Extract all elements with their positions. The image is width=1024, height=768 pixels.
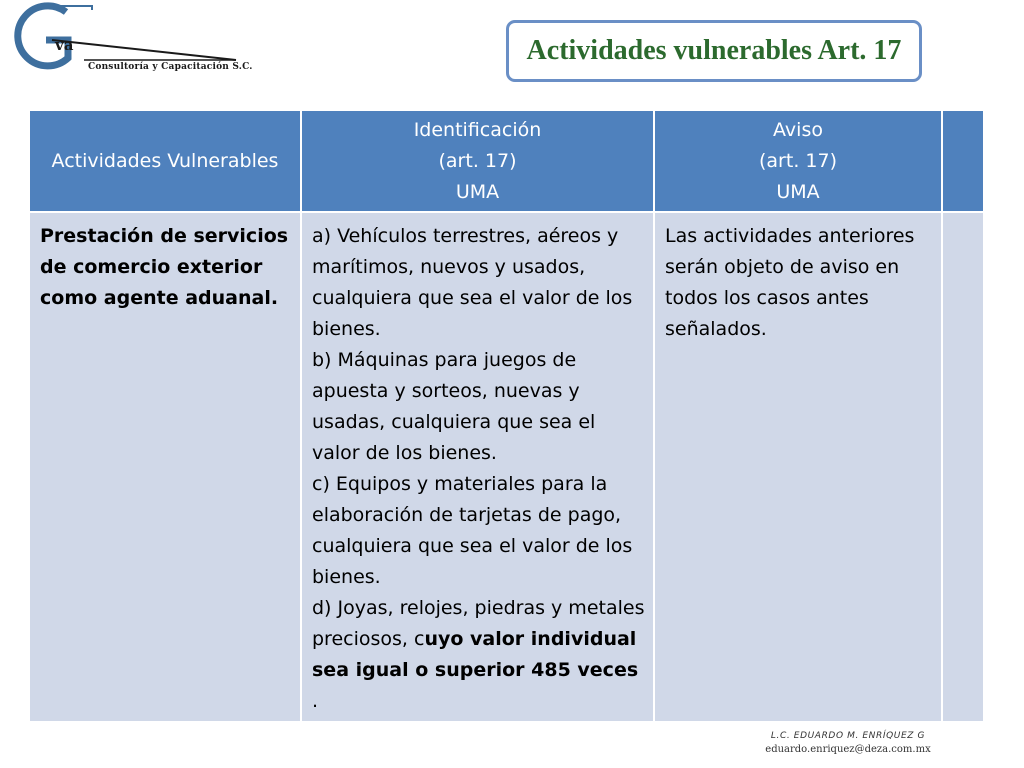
footer-author: L.C. EDUARDO M. ENRÍQUEZ G xyxy=(770,731,926,741)
header-identification-line: (art. 17) xyxy=(438,149,517,172)
activities-table xyxy=(28,109,985,723)
header-notice-line: UMA xyxy=(776,180,820,203)
identification-item-d-start: d) Joyas, relojes, piedras y metales preciosos, c xyxy=(312,597,645,650)
header-notice-line: (art. 17) xyxy=(759,149,837,172)
title-box xyxy=(506,20,922,82)
cell-identification xyxy=(302,213,653,721)
company-logo xyxy=(4,2,253,82)
page-title: Actividades vulnerables Art. 17 xyxy=(526,35,902,66)
cell-empty xyxy=(943,213,983,721)
header-identification-line: UMA xyxy=(455,180,500,203)
identification-item-d xyxy=(312,593,647,717)
header-empty xyxy=(943,111,983,211)
header-identification-line: Identificación xyxy=(413,118,542,141)
header-activities: Actividades Vulnerables xyxy=(30,111,300,211)
header-notice xyxy=(655,111,941,211)
identification-item-c: c) Equipos y materiales para la elaboración de tarjetas de pago, cualquiera que sea el valor de los bienes. xyxy=(312,473,633,588)
identification-item-d-end: . xyxy=(312,690,319,712)
footer xyxy=(738,731,958,755)
identification-item-d-bold: uyo valor individual sea igual o superior 485 veces xyxy=(312,628,639,681)
identification-item-b: b) Máquinas para juegos de apuesta y sorteos, nuevas y usadas, cualquiera que sea el valor de los bienes. xyxy=(312,349,596,464)
identification-item-a: a) Vehículos terrestres, aéreos y marítimos, nuevos y usados, cualquiera que sea el valor de los bienes. xyxy=(312,225,633,340)
table-row xyxy=(30,213,983,721)
logo-letters: va xyxy=(55,36,74,54)
header-identification xyxy=(302,111,653,211)
logo-company-name: Consultoría y Capacitación S.C. xyxy=(88,62,253,72)
cell-notice: Las actividades anteriores serán objeto de aviso en todos los casos antes señalados. xyxy=(655,213,941,721)
header-notice-line: Aviso xyxy=(773,118,823,141)
header-row xyxy=(30,111,983,211)
cell-activity: Prestación de servicios de comercio exterior como agente aduanal. xyxy=(30,213,300,721)
footer-email: eduardo.enriquez@deza.com.mx xyxy=(765,744,931,755)
